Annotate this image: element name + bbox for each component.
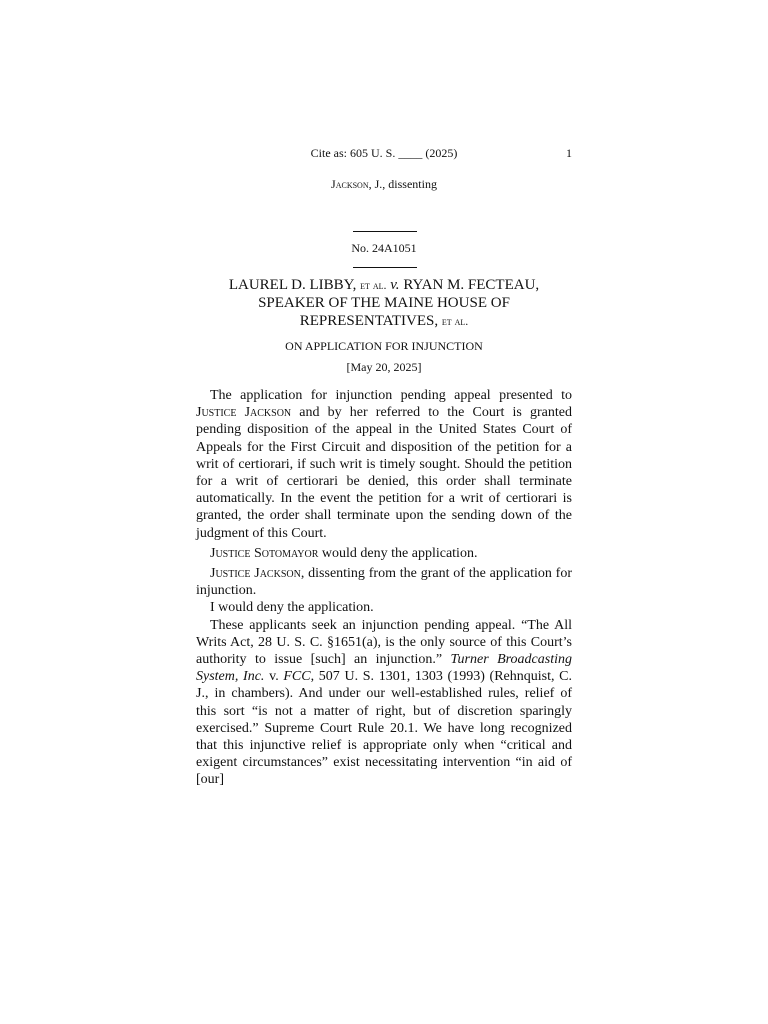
- case-name: Turner Broadcasting System, Inc.: [196, 652, 572, 685]
- running-head-rest: , J., dissenting: [368, 177, 437, 191]
- citation: Cite as: 605 U. S. ____ (2025): [310, 146, 458, 160]
- justice-name: Justice Jackson: [196, 405, 292, 421]
- et-al: et al.: [441, 314, 469, 328]
- caption-line-3: REPRESENTATIVES, et al.: [299, 313, 469, 329]
- caption-line-2: SPEAKER OF THE MAINE HOUSE OF: [258, 295, 510, 311]
- justice-name: Justice Jackson: [210, 566, 301, 582]
- procedural-posture: ON APPLICATION FOR INJUNCTION: [285, 339, 483, 353]
- versus: v.: [386, 277, 404, 293]
- top-rule: [353, 231, 417, 232]
- case-caption: [196, 276, 572, 330]
- bottom-rule: [353, 267, 417, 268]
- decision-date: [May 20, 2025]: [346, 360, 422, 374]
- order-paragraph: The application for injunction pending appeal presented to Justice Jackson and by her referred to the Court is granted pending disposition of the appeal in the United States Court of Appeals for the First Circuit and disposition of the petition for a writ of certiorari, if such writ is timely sought. Should the petition for a writ of certiorari be denied, this order shall terminate automatically. In the event the petition for a writ of certiorari is granted, the order shall terminate upon the sending down of the judgment of this Court.: [196, 388, 572, 541]
- page-header: [196, 146, 572, 164]
- justice-name: Justice Sotomayor: [210, 545, 319, 561]
- running-head-name: Jackson: [331, 177, 369, 191]
- opinion-body: [196, 387, 572, 789]
- page-number: 1: [566, 146, 572, 160]
- running-head: [196, 177, 572, 192]
- caption-line-1: LAUREL D. LIBBY, et al. v. RYAN M. FECTEAU,: [228, 277, 540, 293]
- et-al: et al.: [360, 278, 387, 292]
- jackson-dissent-heading: Justice Jackson, dissenting from the grant of the application for injunction.: [196, 566, 573, 599]
- sotomayor-paragraph: Justice Sotomayor would deny the application.: [210, 545, 478, 561]
- case-name: FCC: [283, 669, 311, 685]
- deny-paragraph: I would deny the application.: [210, 600, 374, 616]
- docket-number: No. 24A1051: [351, 241, 417, 255]
- dissent-paragraph: These applicants seek an injunction pending appeal. “The All Writs Act, 28 U. S. C. §1651(a), is the only source of this Court’s authority to issue [such] an injunction.” Turner Broadcasting System, Inc. v. FCC, 507 U. S. 1301, 1303 (1993) (Rehnquist, C. J., in chambers). And under our well-established rules, relief of this sort “is not a matter of right, but of discretion sparingly exercised.” Supreme Court Rule 20.1. We have long recognized that this injunctive relief is appropriate only when “critical and exigent circumstances” exist necessitating intervention “in aid of [our]: [196, 617, 572, 788]
